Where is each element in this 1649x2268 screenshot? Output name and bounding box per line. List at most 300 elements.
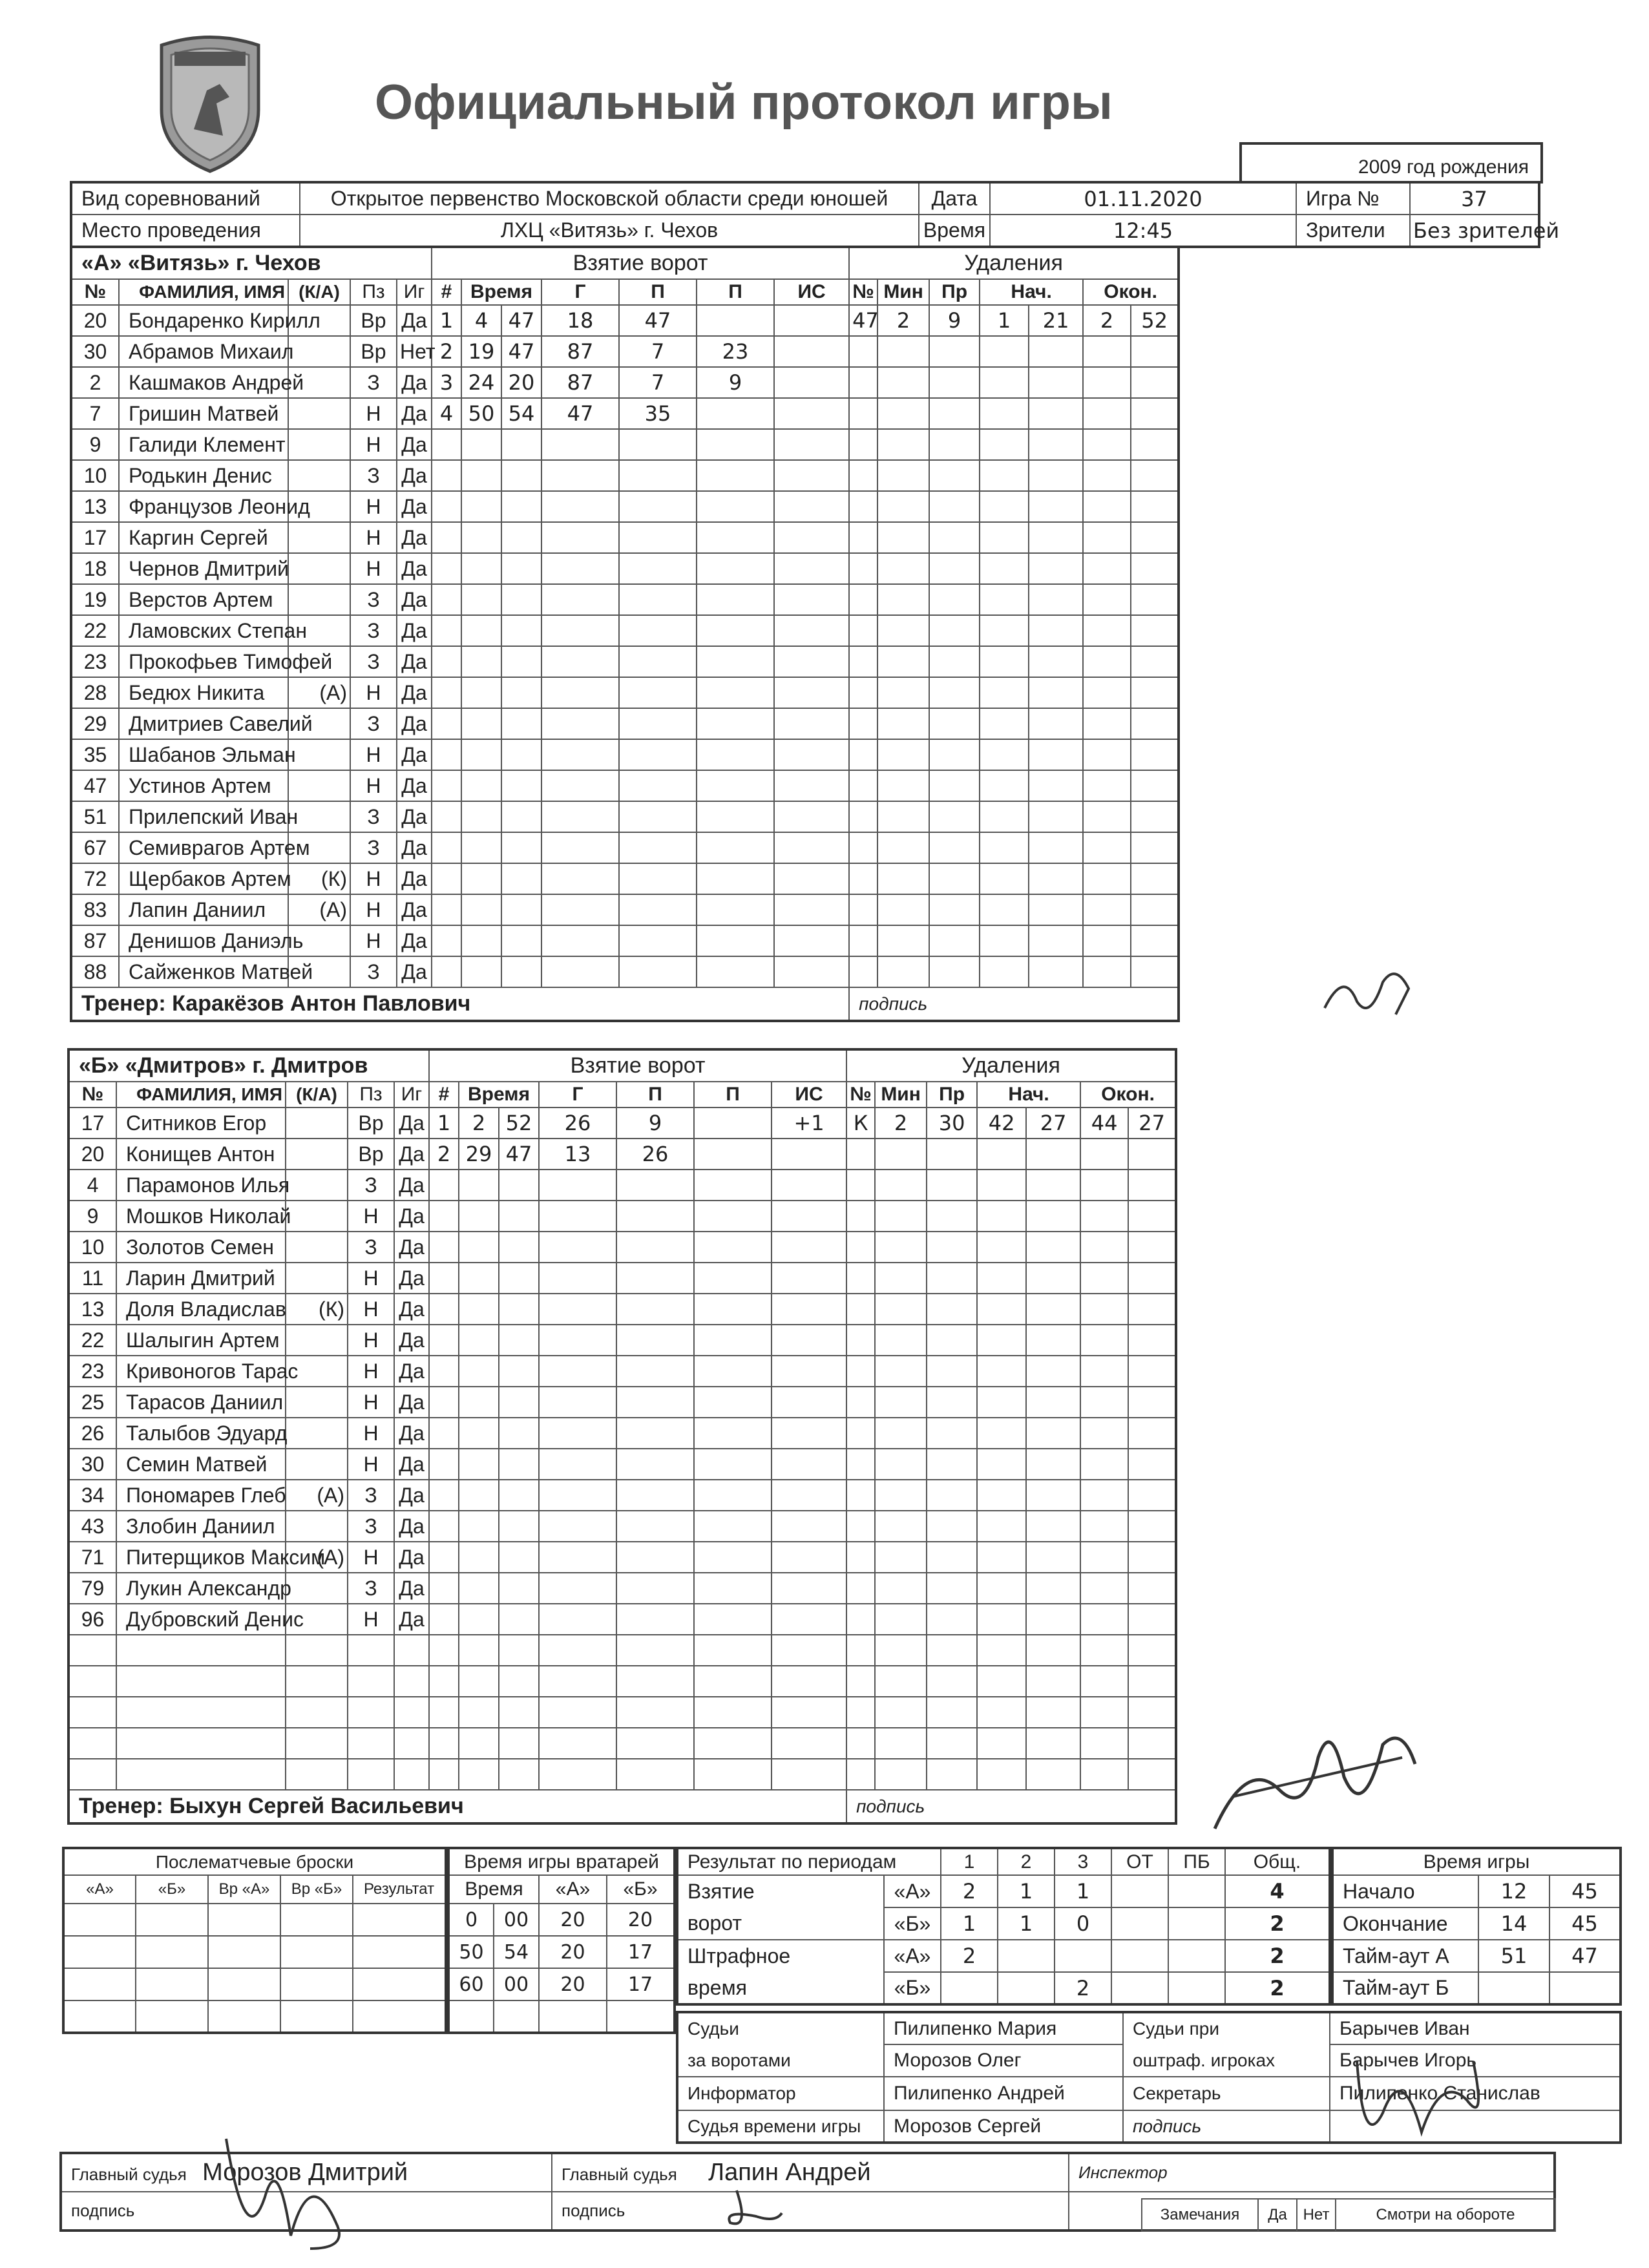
penalty-no: [849, 522, 877, 553]
penalty-pr: [927, 1139, 977, 1170]
penalty-no: [846, 1511, 875, 1542]
penalty-es: [1131, 677, 1179, 708]
player-name: Лапин Даниил: [119, 894, 288, 925]
penalty-min: [877, 429, 929, 460]
goal-m: 29: [459, 1139, 499, 1170]
goal-a2: [697, 460, 774, 491]
player-ka: (К): [286, 1294, 348, 1325]
penalty-pr: [929, 398, 980, 429]
penalty-es: [1131, 553, 1179, 584]
player-played: Да: [397, 956, 432, 987]
goal-a2: [697, 925, 774, 956]
player-no: 88: [71, 956, 119, 987]
goal-a2: [697, 708, 774, 739]
team-a-label: «А»: [884, 1875, 941, 1907]
penalty-no: [849, 770, 877, 801]
player-pos: Н: [348, 1325, 394, 1356]
penalty-sm: 42: [977, 1108, 1026, 1139]
player-row: [71, 646, 1179, 677]
pim-label-2: время: [677, 1972, 884, 2004]
penalty-ss: [1029, 677, 1083, 708]
goal-s: 20: [501, 367, 541, 398]
penalty-es: [1131, 491, 1179, 522]
player-row: [68, 1325, 1176, 1356]
player-played: [394, 1728, 429, 1759]
player-row: [71, 460, 1179, 491]
goal-is: [774, 522, 849, 553]
player-no: 23: [68, 1356, 116, 1387]
inspector-label: Инспектор: [1069, 2153, 1555, 2192]
goal-g: [541, 584, 619, 615]
remarks-no: Нет: [1297, 2199, 1336, 2231]
goal-a1: [619, 615, 697, 646]
goal-g: [541, 646, 619, 677]
penalty-ss: [1029, 491, 1083, 522]
player-pos: Вр: [350, 305, 397, 336]
penalty-min: [877, 398, 929, 429]
penalty-min: [875, 1263, 927, 1294]
penalty-min: [877, 925, 929, 956]
col-pen-end: Окон.: [1083, 279, 1179, 305]
penalty-no: [849, 336, 877, 367]
goals-title: Взятие ворот: [429, 1049, 846, 1082]
player-no: 79: [68, 1573, 116, 1604]
penalty-es: [1128, 1759, 1176, 1790]
timeout-b-label: Тайм-аут Б: [1332, 1972, 1478, 2004]
goal-n: [429, 1759, 459, 1790]
goal-m: 19: [461, 336, 501, 367]
goal-n: [429, 1201, 459, 1232]
player-name: Питерщиков Максим: [116, 1542, 286, 1573]
penalty-no: 47: [849, 305, 877, 336]
goal-g: [539, 1170, 616, 1201]
goal-is: [774, 491, 849, 522]
penalty-pr: [929, 553, 980, 584]
player-no: 20: [68, 1139, 116, 1170]
goal-s: 47: [501, 305, 541, 336]
penalty-min: 2: [877, 305, 929, 336]
end-label: Окончание: [1332, 1907, 1478, 1940]
player-row: [71, 398, 1179, 429]
goal-n: [432, 522, 461, 553]
player-ka: [286, 1666, 348, 1697]
goals-b-ot: [1111, 1907, 1168, 1940]
goal-a1: [616, 1418, 694, 1449]
penalty-ss: [1029, 739, 1083, 770]
penalty-es: [1131, 832, 1179, 863]
game-time-title: Время игры: [1332, 1848, 1621, 1875]
goal-a2: [697, 677, 774, 708]
goal-g: [539, 1263, 616, 1294]
goal-a1: [619, 460, 697, 491]
player-no: 10: [68, 1232, 116, 1263]
player-name: Абрамов Михаил: [119, 336, 288, 367]
goal-s: [501, 460, 541, 491]
penalty-sm: [977, 1170, 1026, 1201]
goal-m: [461, 584, 501, 615]
penalty-no: [846, 1573, 875, 1604]
penalty-pr: [927, 1232, 977, 1263]
penalty-em: [1083, 336, 1131, 367]
player-ka: [286, 1139, 348, 1170]
penalty-pr: [929, 460, 980, 491]
player-pos: Н: [350, 398, 397, 429]
goal-is: [772, 1201, 846, 1232]
penalty-no: [846, 1294, 875, 1325]
player-name: Злобин Даниил: [116, 1511, 286, 1542]
referee-2-label: Главный судья: [562, 2165, 677, 2184]
goal-judge-1: Пилипенко Мария: [884, 2012, 1123, 2044]
goal-n: [429, 1635, 459, 1666]
player-pos: Н: [348, 1201, 394, 1232]
penalty-em: [1083, 367, 1131, 398]
penalty-no: [846, 1201, 875, 1232]
penalty-pr: [929, 522, 980, 553]
penalty-pr: [929, 956, 980, 987]
penalty-min: [875, 1387, 927, 1418]
goal-g: [539, 1356, 616, 1387]
goal-a2: [694, 1387, 772, 1418]
penalty-es: [1131, 894, 1179, 925]
penalty-min: [877, 894, 929, 925]
player-name: Французов Леонид: [119, 491, 288, 522]
penalty-em: [1080, 1294, 1128, 1325]
goal-is: [774, 646, 849, 677]
penalty-sm: [980, 522, 1029, 553]
player-pos: Н: [350, 429, 397, 460]
goal-s: 52: [499, 1108, 539, 1139]
goal-s: [499, 1635, 539, 1666]
goal-is: [774, 553, 849, 584]
player-no: 29: [71, 708, 119, 739]
shootout-col-b: «Б»: [136, 1875, 208, 1904]
periods-title: Результат по периодам: [677, 1848, 941, 1875]
player-name: Дубровский Денис: [116, 1604, 286, 1635]
shootout-col-gkb: Вр «Б»: [280, 1875, 353, 1904]
player-row: [68, 1201, 1176, 1232]
player-name: [116, 1728, 286, 1759]
penalty-ss: [1029, 708, 1083, 739]
goal-n: [432, 801, 461, 832]
goal-a2: [697, 553, 774, 584]
player-pos: З: [350, 956, 397, 987]
player-name: Ситников Егор: [116, 1108, 286, 1139]
penalty-sm: [980, 584, 1029, 615]
penalty-pr: [929, 863, 980, 894]
goal-a1: [619, 925, 697, 956]
player-name: Родькин Денис: [119, 460, 288, 491]
penalty-pr: [927, 1356, 977, 1387]
penalty-sm: [977, 1263, 1026, 1294]
goal-m: [461, 460, 501, 491]
penalty-pr: [929, 367, 980, 398]
team-b-title: «Б» «Дмитров» г. Дмитров: [68, 1049, 429, 1082]
goal-a1: [619, 646, 697, 677]
player-no: 10: [71, 460, 119, 491]
team-a-label: «А»: [884, 1940, 941, 1972]
goal-n: 2: [432, 336, 461, 367]
player-played: Да: [397, 832, 432, 863]
penalty-no: [849, 460, 877, 491]
penalty-em: [1083, 460, 1131, 491]
goal-a2: [694, 1480, 772, 1511]
player-played: Да: [397, 925, 432, 956]
penalty-sm: [980, 739, 1029, 770]
goal-is: [772, 1573, 846, 1604]
goal-n: [432, 925, 461, 956]
penalty-em: [1080, 1449, 1128, 1480]
player-no: 26: [68, 1418, 116, 1449]
col-pen-reason: Пр: [929, 279, 980, 305]
goal-a2: [697, 584, 774, 615]
player-no: 72: [71, 863, 119, 894]
pim-b-total: 2: [1225, 1972, 1330, 2004]
goal-m: [459, 1294, 499, 1325]
player-no: 13: [71, 491, 119, 522]
penalty-em: [1083, 398, 1131, 429]
gk-row-min: 50: [448, 1936, 494, 1968]
player-no: 22: [68, 1325, 116, 1356]
goal-a2: [697, 615, 774, 646]
team-b-table: [67, 1048, 1177, 1825]
goal-a1: [616, 1263, 694, 1294]
referee-2-cell: [552, 2153, 1069, 2192]
penalty-sm: [977, 1294, 1026, 1325]
goal-s: [501, 584, 541, 615]
goal-a2: [694, 1263, 772, 1294]
goal-m: [461, 925, 501, 956]
penalty-sm: [980, 677, 1029, 708]
goal-m: [461, 801, 501, 832]
player-pos: Вр: [350, 336, 397, 367]
player-no: [68, 1759, 116, 1790]
penalty-ss: [1026, 1759, 1080, 1790]
col-played: Иг: [394, 1082, 429, 1108]
col-goal-scorer: Г: [541, 279, 619, 305]
penalty-em: [1080, 1697, 1128, 1728]
pim-a-ot: [1111, 1940, 1168, 1972]
penalty-no: [849, 677, 877, 708]
player-pos: З: [348, 1511, 394, 1542]
game-time-table: [1331, 1847, 1622, 2006]
period-col: ОТ: [1111, 1848, 1168, 1875]
penalty-no: [846, 1325, 875, 1356]
goal-m: [459, 1573, 499, 1604]
player-played: Да: [397, 367, 432, 398]
penalty-ss: [1029, 646, 1083, 677]
player-pos: З: [348, 1480, 394, 1511]
goalie-time-title: Время игры вратарей: [448, 1848, 675, 1875]
player-row: [68, 1604, 1176, 1635]
goal-n: [429, 1604, 459, 1635]
penalty-sm: [977, 1356, 1026, 1387]
informer-label: Информатор: [677, 2077, 884, 2110]
goal-a2: [694, 1728, 772, 1759]
player-no: 51: [71, 801, 119, 832]
penalty-em: [1080, 1325, 1128, 1356]
gk-row-min: 60: [448, 1968, 494, 2000]
player-no: 9: [68, 1201, 116, 1232]
penalty-es: [1131, 739, 1179, 770]
goal-judges-label: Судьи: [677, 2012, 884, 2044]
player-pos: Н: [350, 522, 397, 553]
col-strength: ИС: [774, 279, 849, 305]
player-ka: [286, 1759, 348, 1790]
player-name: Ламовских Степан: [119, 615, 288, 646]
goal-s: [499, 1232, 539, 1263]
col-assist-2: П: [697, 279, 774, 305]
goalie-time-table: [447, 1847, 676, 2034]
penalty-es: [1128, 1542, 1176, 1573]
goal-a1: [616, 1511, 694, 1542]
goal-is: [772, 1635, 846, 1666]
player-name: Денишов Даниэль: [119, 925, 288, 956]
penalty-em: [1083, 894, 1131, 925]
goal-g: 26: [539, 1108, 616, 1139]
player-row: [71, 739, 1179, 770]
goal-g: [539, 1418, 616, 1449]
period-col: 1: [941, 1848, 998, 1875]
player-played: Да: [394, 1573, 429, 1604]
penalty-min: [877, 615, 929, 646]
goal-a1: [619, 708, 697, 739]
shootout-col-result: Результат: [353, 1875, 446, 1904]
penalty-min: [877, 801, 929, 832]
player-pos: З: [350, 801, 397, 832]
referee-1-sign-label: подпись: [61, 2192, 552, 2231]
goal-a2: [694, 1170, 772, 1201]
penalty-min: [877, 491, 929, 522]
player-ka: [288, 739, 350, 770]
goal-a1: [616, 1666, 694, 1697]
player-row: [71, 429, 1179, 460]
goal-m: [459, 1759, 499, 1790]
player-row: [68, 1263, 1176, 1294]
player-ka: [286, 1573, 348, 1604]
goal-a2: [697, 429, 774, 460]
player-name: Семиврагов Артем: [119, 832, 288, 863]
player-no: 7: [71, 398, 119, 429]
player-no: 35: [71, 739, 119, 770]
penalty-pr: [927, 1263, 977, 1294]
penalty-ss: [1029, 894, 1083, 925]
goalie-time-col-b: «Б»: [607, 1875, 675, 1904]
penalty-ss: [1026, 1294, 1080, 1325]
player-name: Кривоногов Тарас: [116, 1356, 286, 1387]
goal-is: +1: [772, 1108, 846, 1139]
goal-s: [501, 770, 541, 801]
player-played: [394, 1759, 429, 1790]
goal-g: [541, 894, 619, 925]
goal-n: 4: [432, 398, 461, 429]
penalty-pr: [927, 1418, 977, 1449]
col-goal-scorer: Г: [539, 1082, 616, 1108]
penalty-sm: [977, 1325, 1026, 1356]
penalty-no: [849, 863, 877, 894]
player-name: Доля Владислав: [116, 1294, 286, 1325]
goal-m: 4: [461, 305, 501, 336]
timeout-b-sec: [1549, 1972, 1621, 2004]
goal-n: [429, 1263, 459, 1294]
goal-m: [459, 1356, 499, 1387]
goal-a2: [694, 1573, 772, 1604]
game-value: 37: [1410, 182, 1539, 215]
penalty-ss: [1029, 770, 1083, 801]
penalty-es: [1131, 770, 1179, 801]
goal-is: [774, 863, 849, 894]
player-pos: Н: [350, 863, 397, 894]
penalty-ss: [1026, 1263, 1080, 1294]
goal-g: [541, 460, 619, 491]
col-pen-start: Нач.: [980, 279, 1083, 305]
col-pen-no: №: [846, 1082, 875, 1108]
penalty-ss: [1029, 367, 1083, 398]
penalty-no: [846, 1139, 875, 1170]
player-row: [71, 553, 1179, 584]
secretary-value: Пилипенко Станислав: [1330, 2077, 1621, 2110]
goal-a1: [616, 1573, 694, 1604]
goals-a-p3: 1: [1055, 1875, 1111, 1907]
goal-n: 1: [432, 305, 461, 336]
goal-is: [772, 1325, 846, 1356]
goal-s: [499, 1418, 539, 1449]
penalty-min: [875, 1232, 927, 1263]
player-row: [71, 615, 1179, 646]
penalty-pr: [929, 708, 980, 739]
league-logo: [155, 32, 265, 174]
player-row: [68, 1511, 1176, 1542]
goal-is: [772, 1759, 846, 1790]
player-pos: [348, 1759, 394, 1790]
penalty-no: [846, 1666, 875, 1697]
col-assist-1: П: [619, 279, 697, 305]
player-pos: З: [350, 708, 397, 739]
col-assist-2: П: [694, 1082, 772, 1108]
goal-a2: [697, 491, 774, 522]
penalty-pr: [929, 615, 980, 646]
coach-b-signature: [1208, 1719, 1428, 1848]
goalie-time-col-a: «А»: [539, 1875, 607, 1904]
penalty-es: [1131, 925, 1179, 956]
penalty-sm: [980, 956, 1029, 987]
goal-g: [539, 1542, 616, 1573]
competition-label: Вид соревнований: [71, 182, 300, 215]
player-no: 9: [71, 429, 119, 460]
player-ka: [288, 429, 350, 460]
player-ka: [286, 1170, 348, 1201]
penalty-sm: [980, 367, 1029, 398]
goal-is: [774, 801, 849, 832]
penalty-min: [875, 1449, 927, 1480]
penalty-no: [846, 1263, 875, 1294]
player-name: Чернов Дмитрий: [119, 553, 288, 584]
penalty-em: [1080, 1170, 1128, 1201]
player-played: [394, 1635, 429, 1666]
team-b-label: «Б»: [884, 1907, 941, 1940]
penalty-sm: [980, 491, 1029, 522]
goal-g: 87: [541, 336, 619, 367]
player-row: [71, 305, 1179, 336]
goal-g: [541, 491, 619, 522]
goal-g: [541, 863, 619, 894]
col-goal-time: Время: [461, 279, 541, 305]
player-row: [68, 1759, 1176, 1790]
penalty-es: [1128, 1449, 1176, 1480]
goal-a2: [697, 832, 774, 863]
goal-s: [499, 1201, 539, 1232]
penalty-em: [1083, 491, 1131, 522]
penalty-em: [1083, 832, 1131, 863]
